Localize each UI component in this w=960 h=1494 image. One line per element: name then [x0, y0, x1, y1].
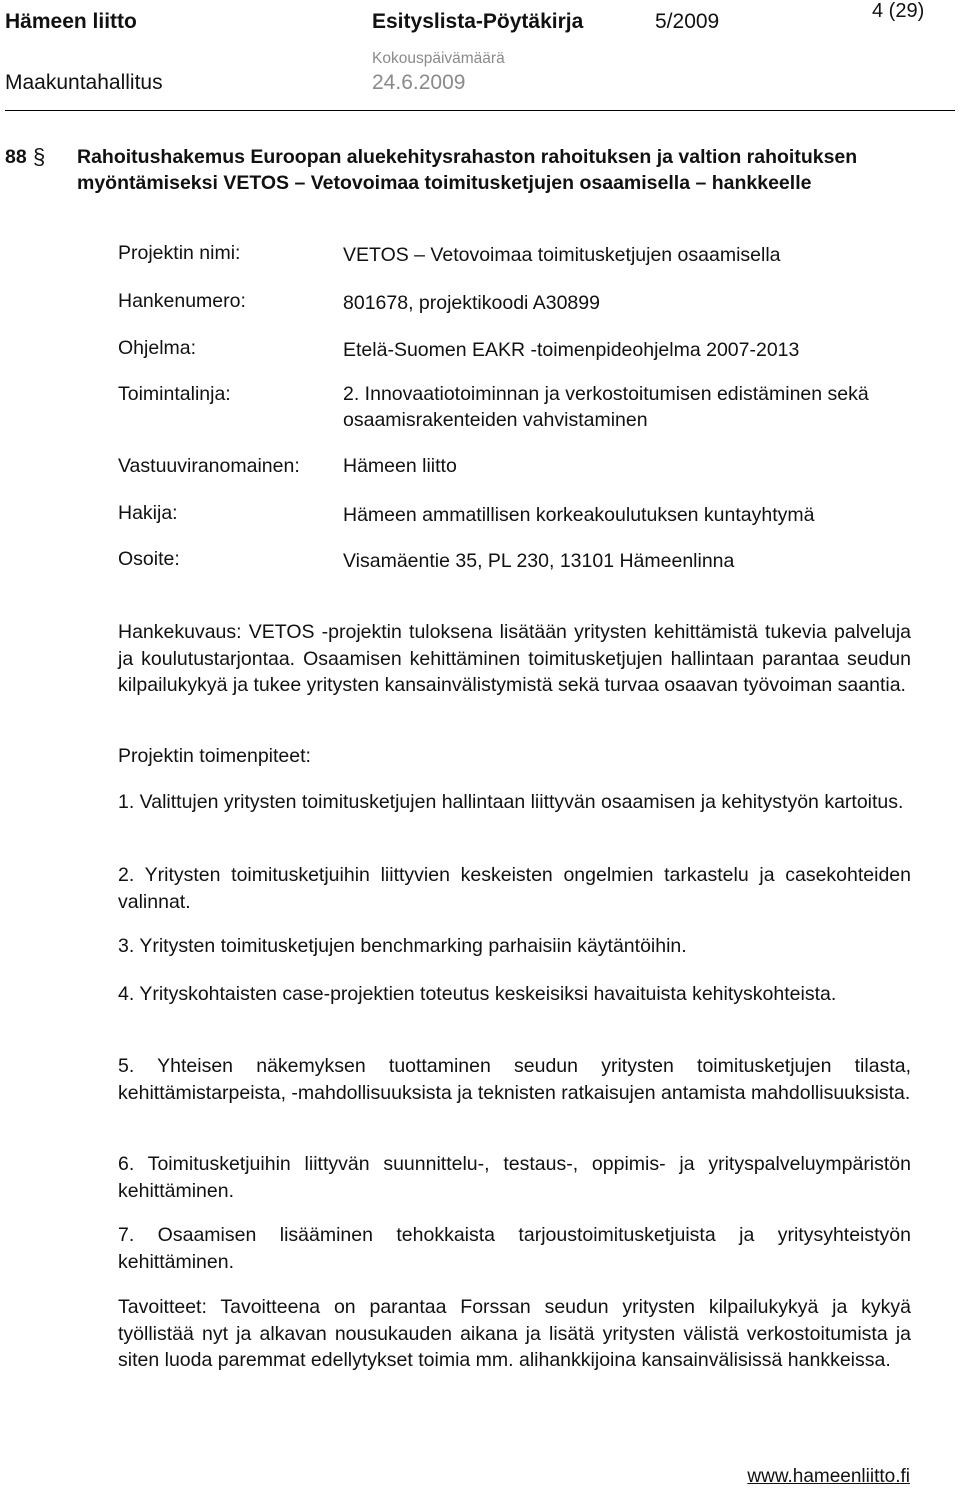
measure-item: 2. Yritysten toimitusketjuihin liittyvien keskeisten ongelmien tarkastelu ja casekohteiden valinnat. — [118, 864, 911, 913]
field-label-authority: Vastuuviranomainen: — [118, 455, 300, 477]
project-description: Hankekuvaus: VETOS -projektin tuloksena lisätään yritysten kehittämistä tukevia palveluja ja koulutustarjontaa. Osaamisen kehittäminen toimitusketjujen hallintaan parantaa seudun kilpailukykyä ja tukee yritysten kansainvälistymistä sekä turvaa osaavan työvoiman saantia. — [118, 621, 911, 696]
field-label-project-name: Projektin nimi: — [118, 242, 241, 264]
page-number: 4 (29) — [872, 0, 925, 22]
measure-item: 4. Yrityskohtaisten case-projektien toteutus keskeisiksi havaituista kehityskohteista. — [118, 983, 837, 1005]
org-name: Hämeen liitto — [5, 10, 137, 33]
field-value-programme: Etelä-Suomen EAKR -toimenpideohjelma 2007-2013 — [343, 339, 800, 361]
measure-item: 1. Valittujen yritysten toimitusketjujen hallintaan liittyvän osaamisen ja kehitystyön kartoitus. — [118, 791, 904, 813]
project-goals: Tavoitteet: Tavoitteena on parantaa Forssan seudun yritysten kilpailukykyä ja kykyä työllistää nyt ja alkavan nousukauden aikana ja lisätä yritysten välistä verkostoitumista ja siten luoda paremmat edellytykset toimia mm. alihankkijoina kansainvälisissä hankkeissa. — [118, 1296, 911, 1371]
measure-item: 5. Yhteisen näkemyksen tuottaminen seudun yritysten toimitusketjujen tilasta, kehittämistarpeista, -mahdollisuuksista ja teknisten ratkaisujen antamista mahdollisuuksista. — [118, 1055, 911, 1104]
section-number: 88 — [5, 146, 27, 168]
date-label: Kokouspäivämäärä — [372, 50, 505, 67]
measure-item: 6. Toimitusketjuihin liittyvän suunnittelu-, testaus-, oppimis- ja yrityspalveluympäristön kehittäminen. — [118, 1153, 911, 1202]
document-type: Esityslista-Pöytäkirja — [372, 10, 584, 33]
document-number: 5/2009 — [655, 10, 720, 33]
field-value-project-number: 801678, projektikoodi A30899 — [343, 292, 600, 314]
field-label-address: Osoite: — [118, 548, 180, 570]
measures-heading: Projektin toimenpiteet: — [118, 745, 311, 767]
meeting-date: 24.6.2009 — [372, 71, 466, 94]
measure-item: 3. Yritysten toimitusketjujen benchmarking parhaisiin käytäntöihin. — [118, 935, 687, 957]
header-rule — [5, 110, 955, 111]
field-value-applicant: Hämeen ammatillisen korkeakoulutuksen kuntayhtymä — [343, 504, 815, 526]
field-value-authority: Hämeen liitto — [343, 455, 457, 477]
field-label-priority-axis: Toimintalinja: — [118, 383, 231, 405]
field-label-applicant: Hakija: — [118, 502, 178, 524]
field-value-priority-axis: 2. Innovaatiotoiminnan ja verkostoitumisen edistäminen sekä osaamisrakenteiden vahvistaminen — [343, 383, 869, 431]
field-value-project-name: VETOS – Vetovoimaa toimitusketjujen osaamisella — [343, 244, 781, 266]
field-label-project-number: Hankenumero: — [118, 290, 246, 312]
website-link[interactable]: www.hameenliitto.fi — [747, 1466, 910, 1487]
section-symbol: § — [33, 144, 46, 169]
governing-body: Maakuntahallitus — [5, 71, 163, 94]
measure-item: 7. Osaamisen lisääminen tehokkaista tarjoustoimitusketjuista ja yritysyhteistyön kehittäminen. — [118, 1224, 911, 1273]
field-label-programme: Ohjelma: — [118, 337, 197, 359]
section-title: Rahoitushakemus Euroopan aluekehitysrahaston rahoituksen ja valtion rahoituksen myöntämiseksi VETOS – Vetovoimaa toimitusketjujen osaamisella – hankkeelle — [77, 146, 858, 194]
field-value-address: Visamäentie 35, PL 230, 13101 Hämeenlinna — [343, 550, 735, 572]
